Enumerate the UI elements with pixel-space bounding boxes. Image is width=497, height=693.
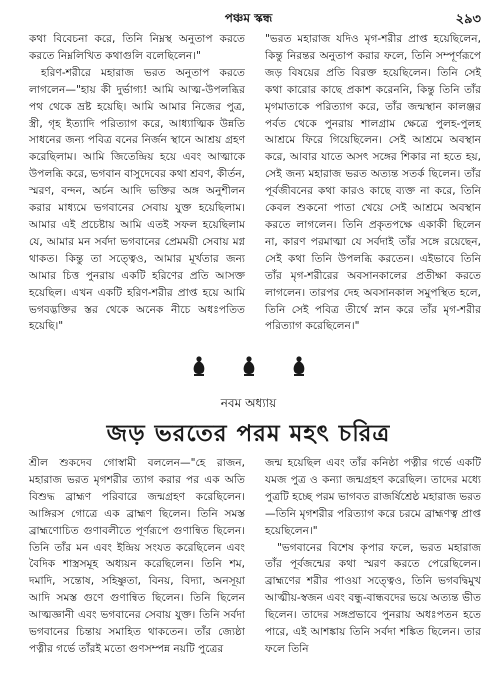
- paragraph: জন্ম হয়েছিল এবং তাঁর কনিষ্ঠা পত্নীর গর্ভে একটি যমজ পুত্র ও কন্যা জন্মগ্রহণ করেছিল। তাদের মধ্যে পুত্রটি হচ্ছে পরম ভাগবত রাজর্ষিশ্রেষ্ঠ মহারাজ ভরত—তিনি মৃগশরীর পরিত্যাগ করে চরমে ব্রাহ্মণত্ব প্রাপ্ত হয়েছিলেন।": [265, 457, 481, 537]
- paragraph: "ভগবানের বিশেষ কৃপার ফলে, ভরত মহারাজ তাঁর পূর্বজন্মের কথা স্মরণ করতে পেরেছিলেন। ব্রাহ্মণের শরীর পাওয়া সত্ত্বেও, তিনি ভগবদ্বিমুখ আত্মীয়-স্বজন এবং বন্ধু-বান্ধবদের ভয়ে অত্যন্ত ভীত ছিলেন। তাদের সঙ্গপ্রভাবে পুনরায় অধঃপতন হতে পারে, এই আশঙ্কায় তিনি সর্বদা শঙ্কিত ছিলেন। তার ফলে তিনি: [265, 541, 481, 655]
- paragraph: শ্রীল শুকদেব গোস্বামী বললেন—"হে রাজন, মহারাজ ভরত মৃগশরীর ত্যাগ করার পর এক অতি বিশুদ্ধ ব্রাহ্মণ পরিবারে জন্মগ্রহণ করেছিলেন। আঙ্গিরস গোত্রে এক ব্রাহ্মণ ছিলেন। তিনি সমস্ত ব্রাহ্মণোচিত গুণাবলীতে পূর্ণরূপে গুণান্বিত ছিলেন। তিনি তাঁর মন এবং ইন্দ্রিয় সংযত করেছিলেন এবং বৈদিক শাস্ত্রসমূহ অধ্যয়ন করেছিলেন। তিনি শম, দমাদি, সন্তোষ, সহিষ্ণুতা, বিনয়, বিদ্যা, অনসূয়া আদি সমস্ত গুণে গুণান্বিত ছিলেন। তিনি ছিলেন আত্মজ্ঞানী এবং ভগবানের সেবায় যুক্ত। তিনি সর্বদা ভগবানের চিন্তায় সমাহিত থাকতেন। তাঁর জ্যেষ্ঠা পত্নীর গর্ভে তাঁরই মতো গুণসম্পন্ন নয়টি পুত্রের: [29, 457, 245, 655]
- ornament-icon: [241, 355, 257, 377]
- text-column-left-bottom: [29, 455, 245, 658]
- text-column-right-top: [265, 31, 481, 335]
- text-column-left-top: [29, 31, 245, 335]
- paragraph: হরিণ-শরীরে মহারাজ ভরত অনুতাপ করতে লাগলেন—"হায় কী দুর্ভাগ্য! আমি আত্ম-উপলব্ধির পথ থেকে ভ্রষ্ট হয়েছি। আমি আমার নিজের পুত্র, স্ত্রী, গৃহ ইত্যাদি পরিত্যাগ করে, আধ্যাত্মিক উন্নতি সাধনের জন্য পবিত্র বনের নির্জন স্থানে আশ্রয় গ্রহণ করেছিলাম। আমি জিতেন্দ্রিয় হয়ে এবং আত্মাকে উপলব্ধি করে, ভগবান বাসুদেবের কথা শ্রবণ, কীর্তন, স্মরণ, বন্দন, অর্চন আদি ভক্তির অঙ্গ অনুশীলন করার মাধ্যমে ভগবানের সেবায় যুক্ত হয়েছিলাম। আমার এই প্রচেষ্টায় আমি এতই সফল হয়েছিলাম যে, আমার মন সর্বদা ভগবানের প্রেমময়ী সেবায় মগ্ন থাকত। কিন্তু তা সত্ত্বেও, আমার মূর্খতার জন্য আমার চিত্ত পুনরায় একটি হরিণের প্রতি আসক্ত হয়েছিল। এখন একটি হরিণ-শরীর প্রাপ্ত হয়ে আমি ভগবদ্ভক্তির স্তর থেকে অনেক নীচে অধঃপতিত হয়েছি।": [29, 66, 245, 333]
- running-head: পঞ্চম স্কন্ধ: [224, 11, 273, 25]
- chapter-title: জড় ভরতের পরম মহৎ চরিত্র: [106, 420, 391, 447]
- ornament-icon: [191, 355, 207, 377]
- section-ornaments: [0, 355, 497, 381]
- page-number: ২৯৩: [455, 12, 481, 27]
- chapter-label: নবম অধ্যায়: [220, 396, 277, 410]
- paragraph: "ভরত মহারাজ যদিও মৃগ-শরীর প্রাপ্ত হয়েছিলেন, কিন্তু নিরন্তর অনুতাপ করার ফলে, তিনি সম্পূর্ণরূপে জড় বিষয়ের প্রতি বিরক্ত হয়েছিলেন। তিনি সেই কথা কারোর কাছে প্রকাশ করেননি, কিন্তু তিনি তাঁর মৃগমাতাকে পরিত্যাগ করে, তাঁর জন্মস্থান কালঞ্জর পর্বত থেকে পুনরায় শালগ্রাম ক্ষেত্রে পুলহ-পুলহ আশ্রমে ফিরে গিয়েছিলেন। সেই আশ্রমে অবস্থান করে, আবার যাতে অসৎ সঙ্গের শিকার না হতে হয়, সেই জন্য মহারাজ ভরত অত্যন্ত সতর্ক ছিলেন। তাঁর পূর্বজীবনের কথা কারও কাছে ব্যক্ত না করে, তিনি কেবল শুকনো পাতা খেয়ে সেই আশ্রমে অবস্থান করতে লাগলেন। তিনি প্রকৃতপক্ষে একাকী ছিলেন না, কারণ পরমাত্মা যে সর্বদাই তাঁর সঙ্গে রয়েছেন, সেই কথা তিনি উপলব্ধি করতেন। এইভাবে তিনি তাঁর মৃগ-শরীরের অবসানকালের প্রতীক্ষা করতে লাগলেন। তারপর দেহ অবসানকাল সমুপস্থিত হলে, তিনি সেই পবিত্র তীর্থে স্নান করে তাঁর মৃগ-শরীর পরিত্যাগ করেছিলেন।": [265, 33, 481, 333]
- ornament-icon: [291, 355, 307, 377]
- paragraph: কথা বিবেচনা করে, তিনি নিম্নস্থ অনুতাপ করতে করতে নিম্নলিখিত কথাগুলি বলেছিলেন।": [29, 33, 245, 62]
- page-header: [0, 10, 497, 30]
- text-column-right-bottom: [265, 455, 481, 658]
